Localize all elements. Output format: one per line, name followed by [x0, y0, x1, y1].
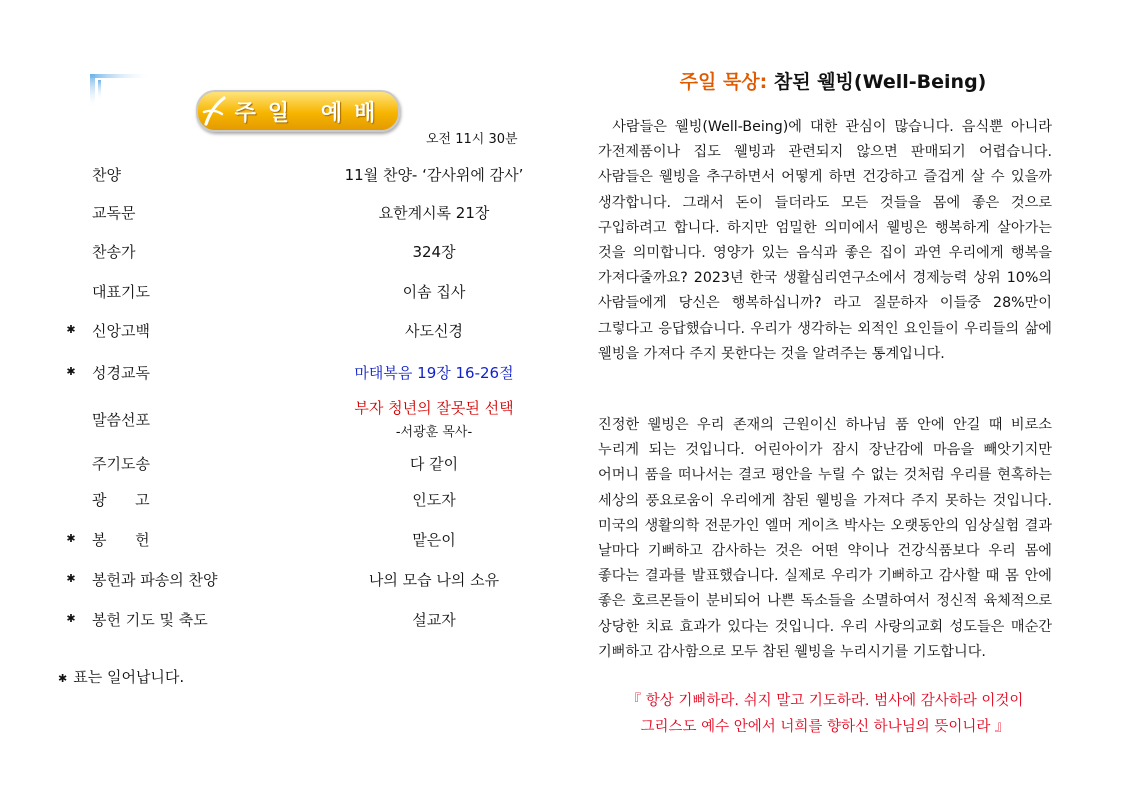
- footnote-text: 표는 일어납니다.: [73, 668, 185, 686]
- order-item-name: 주기도송: [92, 455, 150, 473]
- order-row: [64, 362, 564, 388]
- order-item-name: 봉헌과 파송의 찬양: [92, 571, 218, 589]
- sermon-title: 부자 청년의 잘못된 선택: [354, 399, 514, 417]
- order-item-value: 설교자: [412, 611, 456, 629]
- meditation-paragraph-1: [598, 115, 1052, 367]
- service-title-badge: [196, 90, 400, 132]
- scripture-reading: 마태복음 19장 16-26절: [354, 364, 514, 382]
- standing-footnote: [58, 666, 184, 687]
- order-item-name: 광 고: [92, 491, 150, 509]
- standing-mark: ✱: [66, 323, 76, 336]
- quote-line: 그리스도 예수 안에서 너희를 향하신 하나님의 뜻이니라 』: [640, 719, 1010, 735]
- order-item-value: 사도신경: [405, 322, 463, 340]
- order-item-value: 나의 모습 나의 소유: [368, 571, 500, 589]
- quote-line: 『 항상 기뻐하라. 쉬지 말고 기도하라. 범사에 감사하라 이것이: [626, 693, 1024, 709]
- order-row: [64, 241, 564, 267]
- order-row: [64, 202, 564, 228]
- meditation-title: [598, 67, 1068, 94]
- service-title: 주일 예배: [234, 101, 388, 126]
- order-item-name: 교독문: [92, 204, 136, 222]
- standing-mark: ✱: [66, 572, 76, 585]
- paragraph-text: 사람들은 웰빙(Well-Being)에 대한 관심이 많습니다. 음식뿐 아니라 가전제품이나 집도 웰빙과 관련되지 않으면 판매되기 어렵습니다. 사람들은 웰빙을 추구하면서 어떻게 하면 건강하고 즐겁게 살 수 있을까 생각합니다. 그래서 돈이 들더라도 모든 것들을 몸에 좋은 것으로 구입하려고 합니다. 하지만 엄밀한 의미에서 웰빙은 행복하게 살아가는 것을 의미합니다. 영양가 있는 음식과 좋은 집이 과연 우리에게 행복을 가져다줄까요? 2023년 한국 생활심리연구소에서 경제능력 상위 10%의 사람들에게 당신은 행복하십니까? 라고 질문하자 이들중 28%만이 그렇다고 응답했습니다. 우리가 생각하는 외적인 요인들이 우리들의 삶에 웰빙을 가져다 주지 못한다는 것을 알려주는 통계입니다.: [598, 119, 1052, 362]
- order-item-name: 대표기도: [92, 283, 150, 301]
- order-item-value: 요한계시록 21장: [378, 204, 490, 222]
- standing-mark: ✱: [66, 532, 76, 545]
- preacher-name: -서광훈 목사-: [395, 425, 473, 440]
- order-item-name: 찬양: [92, 166, 121, 184]
- order-item-name: 봉 헌: [92, 531, 150, 549]
- order-row: [64, 489, 564, 515]
- order-item-name: 찬송가: [92, 243, 136, 261]
- order-item-value: 맡은이: [412, 531, 456, 549]
- scripture-quote: [598, 688, 1052, 740]
- standing-mark: ✱: [58, 672, 68, 685]
- order-item-value: 인도자: [412, 491, 456, 509]
- order-row: [64, 164, 564, 190]
- ornament-icon: [202, 94, 228, 128]
- order-item-value: 다 같이: [409, 455, 459, 473]
- order-row: [64, 397, 564, 445]
- order-row: [64, 320, 564, 346]
- meditation-title-prefix: 주일 묵상:: [679, 71, 768, 93]
- order-item-value: 11월 찬양- ‘감사위에 감사’: [344, 166, 524, 184]
- order-item-name: 신앙고백: [92, 322, 150, 340]
- order-item-name: 봉헌 기도 및 축도: [92, 611, 208, 629]
- order-item-name: 말씀선포: [92, 411, 150, 429]
- standing-mark: ✱: [66, 365, 76, 378]
- order-row: [64, 609, 564, 635]
- order-item-value: 324장: [412, 243, 456, 261]
- corner-decoration-icon: [90, 74, 152, 108]
- meditation-paragraph-2: 진정한 웰빙은 우리 존재의 근원이신 하나님 품 안에 안길 때 비로소 누리게 되는 것입니다. 어린아이가 잠시 장난감에 마음을 빼앗기지만 어머니 품을 떠나서는 결코 평안을 누릴 수 없는 것처럼 우리를 현혹하는 세상의 풍요로움이 우리에게 참된 웰빙을 가져다 주지 못하는 것입니다. 미국의 생활의학 전문가인 엘머 게이츠 박사는 오랫동안의 임상실험 결과 날마다 기뻐하고 감사하는 것은 어떤 약이나 건강식품보다 우리 몸에 좋다는 결과를 발표했습니다. 실제로 우리가 기뻐하고 감사할 때 몸 안에 좋은 호르몬들이 분비되어 나쁜 독소들을 소멸하여서 정신적 육체적으로 상당한 치료 효과가 있다는 것입니다. 우리 사랑의교회 성도들은 매순간 기뻐하고 감사함으로 모두 참된 웰빙을 누리시기를 기도합니다.: [598, 417, 1052, 660]
- order-row: [64, 453, 564, 479]
- order-row: [64, 281, 564, 307]
- order-item-name: 성경교독: [92, 364, 150, 382]
- order-item-value: 이솜 집사: [402, 283, 466, 301]
- standing-mark: ✱: [66, 612, 76, 625]
- order-row: [64, 569, 564, 595]
- meditation-title-main: 참된 웰빙(Well-Being): [767, 71, 987, 93]
- service-time: 오전 11시 30분: [426, 132, 518, 147]
- order-row: [64, 529, 564, 555]
